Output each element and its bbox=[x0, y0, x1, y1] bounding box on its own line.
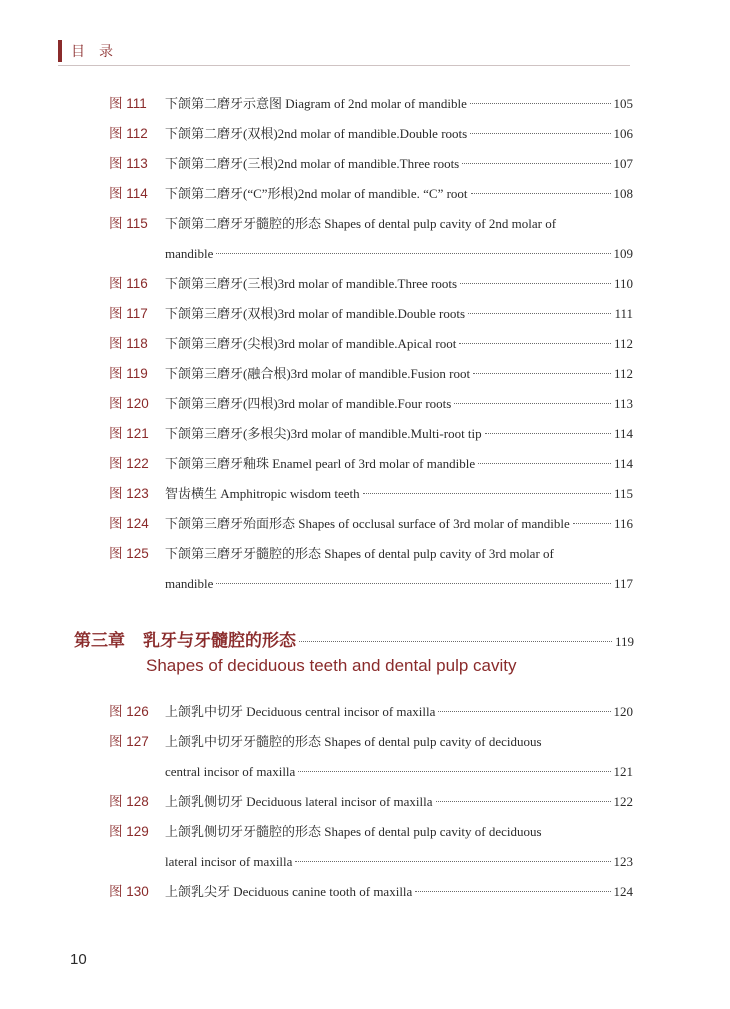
chapter-label: 第三章 bbox=[74, 631, 125, 651]
toc-entry-continuation[interactable] bbox=[165, 244, 633, 264]
leader-dots bbox=[573, 523, 611, 524]
entry-title: 上颌乳侧切牙 Deciduous lateral incisor of maxilla bbox=[165, 794, 433, 809]
entry-page: 106 bbox=[613, 126, 633, 141]
leader-dots bbox=[485, 433, 611, 434]
leader-dots bbox=[216, 583, 611, 584]
entry-title-continued: lateral incisor of maxilla bbox=[165, 854, 293, 869]
entry-title: 上颌乳尖牙 Deciduous canine tooth of maxilla bbox=[165, 884, 413, 899]
figure-number: 图 129 bbox=[109, 824, 149, 839]
toc-entry[interactable] bbox=[109, 154, 633, 174]
toc-entry[interactable] bbox=[109, 454, 633, 474]
entry-page: 123 bbox=[613, 854, 633, 869]
toc-entry[interactable] bbox=[109, 214, 633, 234]
figure-number: 图 128 bbox=[109, 794, 149, 809]
toc-entry[interactable] bbox=[109, 822, 633, 842]
entry-page: 116 bbox=[613, 516, 633, 531]
entry-page: 117 bbox=[613, 576, 633, 591]
toc-entry[interactable] bbox=[109, 304, 633, 324]
toc-entry-continuation[interactable] bbox=[165, 852, 633, 872]
leader-dots bbox=[459, 343, 611, 344]
entry-page: 120 bbox=[613, 704, 633, 719]
entry-page: 121 bbox=[613, 764, 633, 779]
leader-dots bbox=[473, 373, 611, 374]
entry-page: 114 bbox=[613, 426, 633, 441]
entry-title: 下颌第三磨牙釉珠 Enamel pearl of 3rd molar of mandible bbox=[165, 456, 476, 471]
entry-title: 下颌第二磨牙(“C”形根)2nd molar of mandible. “C” root bbox=[165, 186, 468, 201]
figure-number: 图 112 bbox=[109, 126, 148, 141]
entry-page: 111 bbox=[614, 306, 633, 321]
leader-dots bbox=[363, 493, 611, 494]
entry-title: 上颌乳中切牙牙髓腔的形态 Shapes of dental pulp cavity of deciduous bbox=[165, 734, 542, 749]
entry-title: 下颌第三磨牙(四根)3rd molar of mandible.Four roots bbox=[165, 396, 452, 411]
entry-page: 115 bbox=[613, 486, 633, 501]
toc-entry-continuation[interactable] bbox=[165, 574, 633, 594]
entry-title: 上颌乳侧切牙牙髓腔的形态 Shapes of dental pulp cavity of deciduous bbox=[165, 824, 542, 839]
entry-title: 下颌第三磨牙(尖根)3rd molar of mandible.Apical root bbox=[165, 336, 457, 351]
entry-title: 下颌第三磨牙(双根)3rd molar of mandible.Double roots bbox=[165, 306, 466, 321]
entry-page: 114 bbox=[613, 456, 633, 471]
toc-entry[interactable] bbox=[109, 394, 633, 414]
figure-number: 图 127 bbox=[109, 734, 149, 749]
figure-number: 图 120 bbox=[109, 396, 149, 411]
entry-title-continued: mandible bbox=[165, 246, 214, 261]
toc-entry[interactable] bbox=[109, 424, 633, 444]
toc-entry[interactable] bbox=[109, 274, 633, 294]
entry-title: 下颌第三磨牙殆面形态 Shapes of occlusal surface of 3rd molar of mandible bbox=[165, 516, 570, 531]
running-header bbox=[58, 38, 630, 66]
figure-number: 图 124 bbox=[109, 516, 149, 531]
entry-page: 124 bbox=[613, 884, 633, 899]
entry-title: 下颌第三磨牙(多根尖)3rd molar of mandible.Multi-root tip bbox=[165, 426, 482, 441]
leader-dots bbox=[470, 103, 611, 104]
leader-dots bbox=[438, 711, 610, 712]
leader-dots bbox=[216, 253, 610, 254]
leader-dots bbox=[470, 133, 610, 134]
toc-entry-continuation[interactable] bbox=[165, 762, 633, 782]
leader-dots bbox=[415, 891, 610, 892]
leader-dots bbox=[478, 463, 611, 464]
toc-entry[interactable] bbox=[109, 484, 633, 504]
entry-title: 下颌第二磨牙(三根)2nd molar of mandible.Three roots bbox=[165, 156, 460, 171]
entry-page: 105 bbox=[613, 96, 633, 111]
toc-entry[interactable] bbox=[109, 792, 633, 812]
entry-page: 122 bbox=[613, 794, 633, 809]
entry-title: 智齿横生 Amphitropic wisdom teeth bbox=[165, 486, 360, 501]
toc-entry[interactable] bbox=[109, 514, 633, 534]
entry-page: 108 bbox=[613, 186, 633, 201]
leader-dots bbox=[299, 641, 612, 642]
figure-number: 图 126 bbox=[109, 704, 149, 719]
entry-title: 下颌第三磨牙牙髓腔的形态 Shapes of dental pulp cavity of 3rd molar of bbox=[165, 546, 554, 561]
toc-entry[interactable] bbox=[109, 94, 633, 114]
entry-title: 下颌第二磨牙牙髓腔的形态 Shapes of dental pulp cavity of 2nd molar of bbox=[165, 216, 557, 231]
leader-dots bbox=[460, 283, 611, 284]
figure-number: 图 117 bbox=[109, 306, 148, 321]
toc-entry[interactable] bbox=[109, 702, 633, 722]
leader-dots bbox=[298, 771, 610, 772]
toc-entry[interactable] bbox=[109, 184, 633, 204]
page-number: 10 bbox=[70, 951, 87, 968]
leader-dots bbox=[436, 801, 611, 802]
leader-dots bbox=[468, 313, 611, 314]
entry-page: 112 bbox=[613, 366, 633, 381]
chapter-title: 乳牙与牙髓腔的形态 bbox=[143, 631, 296, 651]
figure-number: 图 121 bbox=[109, 426, 149, 441]
entry-title: 下颌第三磨牙(三根)3rd molar of mandible.Three roots bbox=[165, 276, 458, 291]
figure-number: 图 114 bbox=[109, 186, 148, 201]
toc-entry[interactable] bbox=[109, 124, 633, 144]
figure-number: 图 115 bbox=[109, 216, 148, 231]
entry-title: 下颌第三磨牙(融合根)3rd molar of mandible.Fusion root bbox=[165, 366, 471, 381]
header-accent-bar bbox=[58, 40, 62, 62]
entry-page: 112 bbox=[613, 336, 633, 351]
entry-page: 110 bbox=[613, 276, 633, 291]
entry-title-continued: mandible bbox=[165, 576, 214, 591]
figure-number: 图 130 bbox=[109, 884, 149, 899]
entry-page: 109 bbox=[613, 246, 633, 261]
toc-entry[interactable] bbox=[109, 732, 633, 752]
chapter-page: 119 bbox=[614, 634, 634, 649]
toc-entry[interactable] bbox=[109, 544, 633, 564]
figure-number: 图 123 bbox=[109, 486, 149, 501]
figure-number: 图 125 bbox=[109, 546, 149, 561]
figure-number: 图 122 bbox=[109, 456, 149, 471]
entry-title: 上颌乳中切牙 Deciduous central incisor of maxilla bbox=[165, 704, 436, 719]
leader-dots bbox=[462, 163, 610, 164]
entry-page: 107 bbox=[613, 156, 633, 171]
entry-title-continued: central incisor of maxilla bbox=[165, 764, 296, 779]
leader-dots bbox=[295, 861, 610, 862]
figure-number: 图 111 bbox=[109, 96, 147, 111]
entry-title: 下颌第二磨牙(双根)2nd molar of mandible.Double roots bbox=[165, 126, 468, 141]
entry-title: 下颌第二磨牙示意图 Diagram of 2nd molar of mandible bbox=[165, 96, 467, 111]
toc-entry[interactable] bbox=[109, 882, 633, 902]
figure-number: 图 113 bbox=[109, 156, 148, 171]
toc-entry[interactable] bbox=[109, 334, 633, 354]
toc-entry[interactable] bbox=[109, 364, 633, 384]
leader-dots bbox=[454, 403, 611, 404]
chapter-heading[interactable] bbox=[74, 628, 634, 654]
figure-number: 图 116 bbox=[109, 276, 148, 291]
entry-page: 113 bbox=[613, 396, 633, 411]
header-rule bbox=[58, 65, 630, 66]
chapter-subtitle: Shapes of deciduous teeth and dental pulp cavity bbox=[146, 656, 517, 675]
leader-dots bbox=[471, 193, 611, 194]
figure-number: 图 118 bbox=[109, 336, 148, 351]
figure-number: 图 119 bbox=[109, 366, 148, 381]
header-title: 目录 bbox=[71, 44, 127, 60]
